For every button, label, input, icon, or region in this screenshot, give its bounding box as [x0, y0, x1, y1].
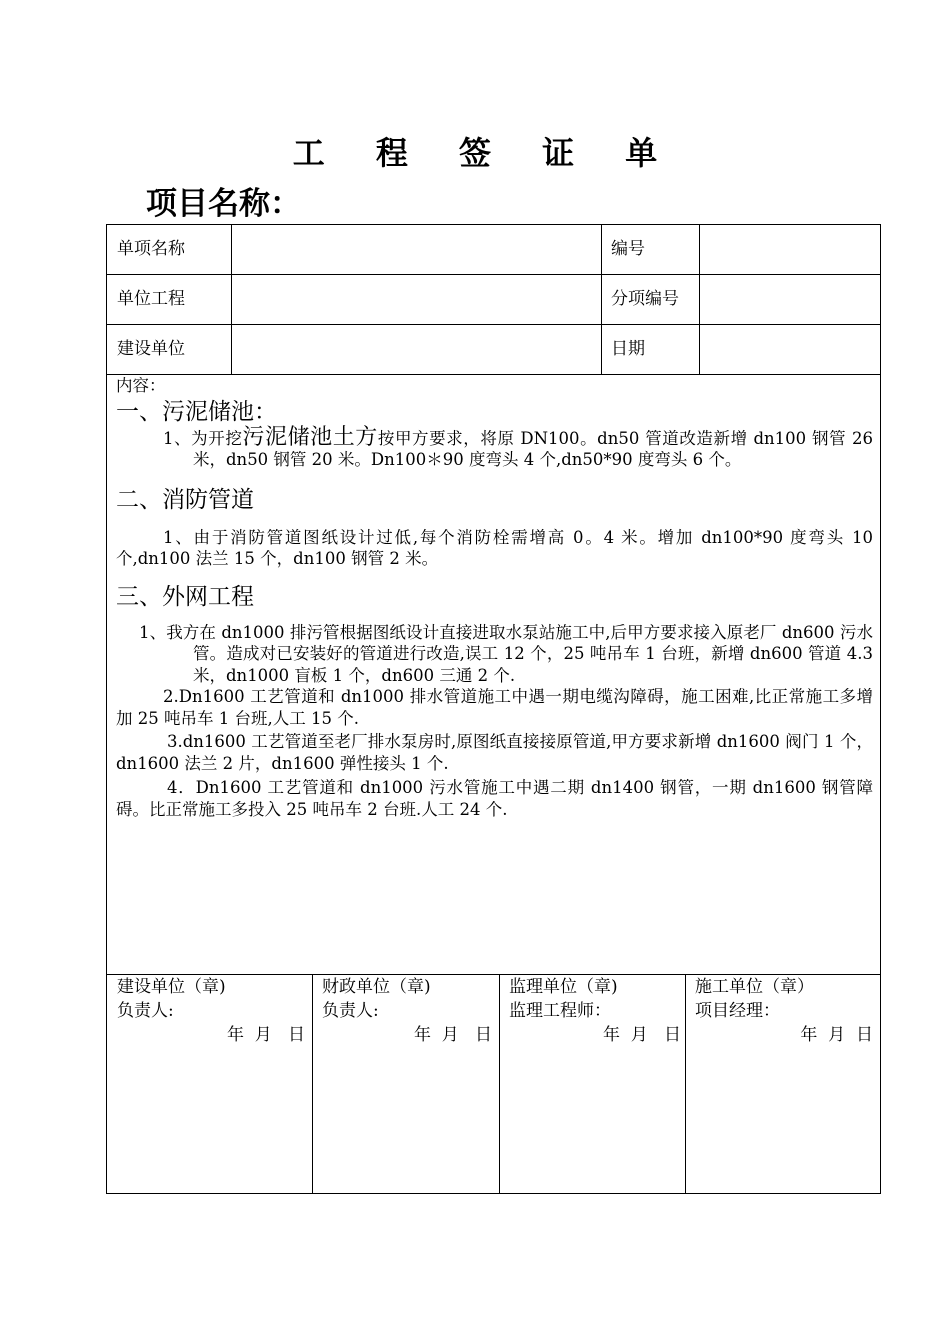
column-divider [601, 225, 602, 374]
construction-unit-value[interactable] [232, 325, 601, 374]
item-name-label: 单项名称 [117, 239, 185, 259]
section-heading: 三、外网工程 [116, 583, 254, 610]
number-label: 编号 [611, 239, 645, 259]
item-name-value[interactable] [232, 225, 601, 274]
content-section [116, 375, 873, 820]
signature-unit-label: 建设单位（章) [117, 977, 226, 997]
section-heading: 二、消防管道 [116, 486, 254, 513]
signature-construction-unit [117, 975, 305, 1047]
signature-contractor-unit [695, 975, 873, 1047]
signature-unit-label: 财政单位（章) [322, 977, 431, 997]
content-paragraph: 2.Dn1600 工艺管道和 dn1000 排水管道施工中遇一期电缆沟障碍，施工困难,比正常施工多增加 25 吨吊车 1 台班,人工 15 个. [116, 687, 873, 728]
signature-person-label: 负责人: [322, 1001, 379, 1021]
signature-person-label: 负责人: [117, 1001, 174, 1021]
signature-date: 年 月 日 [413, 1025, 492, 1045]
signature-unit-label: 施工单位（章） [695, 977, 814, 997]
signature-supervision-unit [509, 975, 681, 1047]
signature-date: 年 月 日 [602, 1025, 681, 1045]
content-paragraph: 1、由于消防管道图纸设计过低,每个消防栓需增高 0。4 米。增加 dn100*90 度弯头 10 个,dn100 法兰 15 个，dn100 钢管 2 米。 [116, 527, 873, 568]
construction-unit-label: 建设单位 [117, 339, 185, 359]
signature-finance-unit [322, 975, 492, 1047]
signature-person-label: 项目经理： [695, 1001, 780, 1021]
unit-project-label: 单位工程 [117, 289, 185, 309]
content-paragraph: 4．Dn1600 工艺管道和 dn1000 污水管施工中遇二期 dn1400 钢管，一期 dn1600 钢管障碍。比正常施工多投入 25 吨吊车 2 台班.人工 24 个. [116, 778, 873, 819]
column-divider [312, 974, 313, 1194]
page-title: 工 程 签 证 单 [292, 134, 678, 172]
signature-date: 年 月 日 [800, 1025, 873, 1045]
unit-project-value[interactable] [232, 275, 601, 324]
certificate-table [106, 224, 881, 1194]
signature-unit-label: 监理单位（章) [509, 977, 618, 997]
column-divider [685, 974, 686, 1194]
content-paragraph: 3.dn1600 工艺管道至老厂排水泵房时,原图纸直接接原管道,甲方要求新增 dn1600 阀门 1 个，dn1600 法兰 2 片，dn1600 弹性接头 1 个. [116, 732, 873, 773]
date-label: 日期 [611, 339, 645, 359]
column-divider [499, 974, 500, 1194]
number-value[interactable] [700, 225, 881, 274]
project-name-label: 项目名称： [146, 186, 301, 222]
signature-date: 年 月 日 [226, 1025, 305, 1045]
date-value[interactable] [700, 325, 881, 374]
sub-item-number-label: 分项编号 [611, 289, 679, 309]
signature-person-label: 监理工程师： [509, 1001, 611, 1021]
content-paragraph: 1、我方在 dn1000 排污管根据图纸设计直接进取水泵站施工中,后甲方要求接入原老厂 dn600 污水管。造成对已安装好的管道进行改造,误工 12 个，25 吨吊车 1 台班，新增 dn600 管道 4.3 米，dn1000 盲板 1 个，dn600 三通 2 个. [139, 622, 873, 685]
content-paragraph: 1、为开挖污泥储池土方按甲方要求，将原 DN100。dn50 管道改造新增 dn100 钢管 26 米，dn50 钢管 20 米。Dn100＊90 度弯头 4 个,dn50*90 度弯头 6 个。 [163, 424, 873, 469]
sub-item-number-value[interactable] [700, 275, 881, 324]
section-heading: 一、污泥储池： [116, 398, 277, 425]
content-label: 内容： [116, 376, 166, 395]
